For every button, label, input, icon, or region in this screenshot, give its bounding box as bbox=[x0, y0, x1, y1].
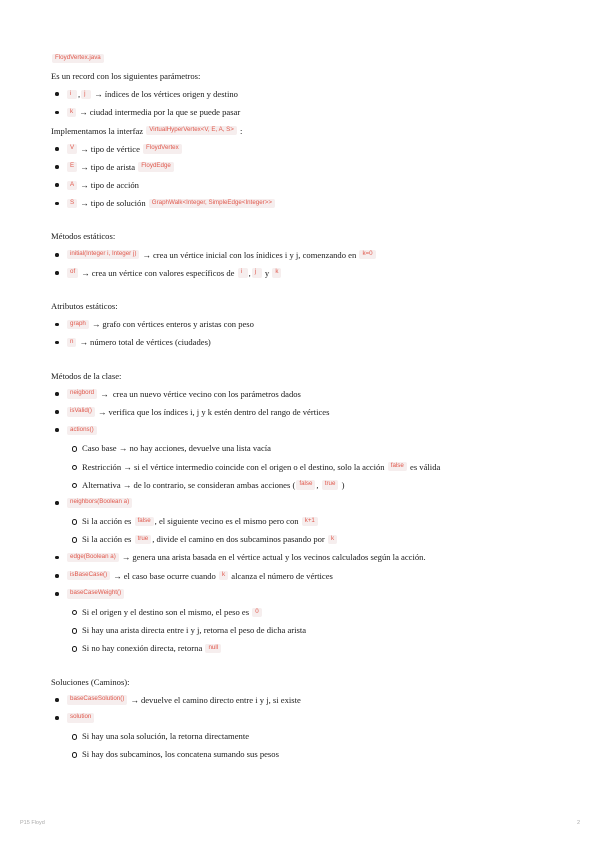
arrow: → bbox=[80, 161, 89, 172]
method-code: baseCaseSolution() bbox=[67, 695, 127, 704]
code-i: i bbox=[238, 268, 248, 277]
solution-sub-single bbox=[51, 727, 561, 745]
code-j: j bbox=[81, 90, 91, 99]
file-name-row bbox=[51, 52, 561, 65]
separator: , bbox=[78, 89, 81, 100]
arrow: → bbox=[80, 143, 89, 154]
method-text: crea un nuevo vértice vecino con los parámetros dados bbox=[112, 388, 301, 399]
method-edge bbox=[51, 549, 561, 567]
generic-item-s bbox=[51, 194, 561, 212]
interface-post: : bbox=[240, 125, 243, 136]
weight-sub-none bbox=[51, 639, 561, 657]
arrow: → bbox=[130, 694, 139, 705]
method-neighbors bbox=[51, 494, 561, 512]
arrow: → bbox=[142, 249, 151, 260]
sub-text: Si hay dos subcaminos, los concatena sumando sus pesos bbox=[82, 749, 279, 760]
code-s: S bbox=[67, 199, 77, 208]
weight-sub-direct bbox=[51, 621, 561, 639]
sub-text: Si la acción es bbox=[82, 516, 132, 527]
file-name: FloydVertex.java bbox=[52, 54, 104, 63]
sub-text: Si la acción es bbox=[82, 534, 132, 545]
sub-text: Si el origen y el destino son el mismo, el peso es bbox=[82, 607, 250, 617]
static-attrs-heading bbox=[51, 297, 561, 315]
sub-text-post: es válida bbox=[410, 461, 441, 472]
false-code: false bbox=[388, 462, 407, 471]
attr-code: n bbox=[67, 338, 76, 347]
solution-method bbox=[51, 709, 561, 727]
static-method-of bbox=[51, 264, 561, 282]
class-methods-heading bbox=[51, 367, 561, 385]
sub-text: Si hay una arista directa entre i y j, retorna el peso de dicha arista bbox=[82, 625, 307, 636]
zero-code: 0 bbox=[252, 608, 261, 617]
footer-title: P15 Floyd bbox=[20, 820, 45, 826]
k-plus-one-code: k+1 bbox=[302, 517, 318, 526]
arrow: → bbox=[81, 267, 90, 278]
and-word: y bbox=[264, 267, 270, 278]
attr-code: graph bbox=[67, 320, 89, 329]
arrow: → bbox=[80, 180, 89, 191]
generic-item-e bbox=[51, 158, 561, 176]
neighbors-sub-true bbox=[51, 530, 561, 548]
method-neighbor bbox=[51, 385, 561, 403]
solution-base bbox=[51, 691, 561, 709]
arrow: → bbox=[94, 89, 103, 100]
false-code: false bbox=[135, 517, 154, 526]
type-code: FloydEdge bbox=[138, 162, 174, 171]
method-code: isBaseCase() bbox=[67, 571, 110, 580]
type-code: FloydVertex bbox=[143, 144, 182, 153]
interface-code: VirtualHyperVertex<V, E, A, S> bbox=[146, 126, 237, 135]
false-code: false bbox=[296, 480, 315, 489]
code-k: k bbox=[67, 108, 76, 117]
method-code: solution bbox=[67, 713, 94, 722]
arrow: → bbox=[91, 319, 101, 330]
sub-text: Si no hay conexión directa, retorna bbox=[82, 643, 203, 654]
neighbors-sub-false bbox=[51, 512, 561, 530]
type-code: GraphWalk<Integer, SimpleEdge<Integer>> bbox=[149, 199, 275, 208]
method-code: neighbors(Boolean a) bbox=[67, 498, 132, 507]
page-number: 2 bbox=[576, 820, 580, 826]
method-text: genera una arista basada en el vértice actual y los vecinos calculados según la acción. bbox=[132, 552, 426, 563]
method-code: edge(Boolean a) bbox=[67, 553, 119, 562]
method-isbasecase bbox=[51, 567, 561, 585]
code-e: E bbox=[67, 162, 77, 171]
actions-sub-alternative bbox=[51, 476, 561, 494]
document-page bbox=[51, 52, 561, 764]
sub-text-post: , el siguiente vecino es el mismo pero con bbox=[154, 516, 299, 527]
intro-paragraph bbox=[51, 67, 561, 85]
method-text: el caso base ocurre cuando bbox=[123, 570, 216, 581]
static-method-initial bbox=[51, 246, 561, 264]
arrow: → bbox=[113, 570, 122, 581]
interface-pre: Implementamos la interfaz bbox=[51, 125, 144, 136]
generic-text: tipo de solución bbox=[90, 198, 146, 209]
k-code: k bbox=[328, 535, 337, 544]
solution-sub-double bbox=[51, 745, 561, 763]
method-basecaseweight bbox=[51, 585, 561, 603]
true-code: true bbox=[322, 480, 339, 489]
separator: , bbox=[316, 479, 319, 490]
method-text-post: alcanza el número de vértices bbox=[231, 570, 333, 581]
generic-item-a bbox=[51, 176, 561, 194]
class-methods-title: Métodos de la clase: bbox=[51, 370, 122, 381]
method-actions bbox=[51, 421, 561, 439]
null-code: null bbox=[205, 644, 221, 653]
sub-text: Si hay una sola solución, la retorna directamente bbox=[82, 731, 250, 742]
method-code: neigbord bbox=[67, 389, 97, 398]
method-text: crea un vértice inicial con los ínidices i y j, comenzando en bbox=[152, 249, 357, 260]
arrow: → bbox=[100, 388, 109, 399]
arrow: → bbox=[97, 406, 107, 417]
sub-text: Restricción → si el vértice intermedio coincide con el origen o el destino, solo la acción bbox=[82, 461, 385, 472]
generic-text: tipo de arista bbox=[90, 161, 136, 172]
k-code: k bbox=[219, 571, 228, 580]
sub-text-post: ) bbox=[341, 479, 345, 490]
method-code: baseCaseWeight() bbox=[67, 589, 124, 598]
method-text: crea un vértice con valores específicos de bbox=[91, 267, 235, 278]
code-i: i bbox=[67, 90, 77, 99]
param-text: ciudad intermedia por la que se puede pasar bbox=[89, 107, 241, 118]
attr-text: grafo con vértices enteros y aristas con peso bbox=[102, 319, 254, 330]
static-attrs-title: Atributos estáticos: bbox=[51, 301, 118, 311]
static-methods-title: Métodos estáticos: bbox=[51, 231, 116, 242]
generic-item-v bbox=[51, 140, 561, 158]
weight-sub-same bbox=[51, 603, 561, 621]
method-text: devuelve el camino directo entre i y j, si existe bbox=[140, 694, 301, 705]
separator: , bbox=[248, 267, 251, 278]
k-zero-code: k=0 bbox=[359, 250, 375, 259]
generic-text: tipo de vértice bbox=[90, 143, 140, 154]
method-code: isValid() bbox=[67, 407, 95, 416]
method-code: actions() bbox=[67, 426, 97, 435]
method-code: of bbox=[67, 268, 78, 277]
sub-text-post: , divide el camino en dos subcaminos pasando por bbox=[152, 534, 325, 545]
static-attr-n bbox=[51, 333, 561, 351]
param-item-k bbox=[51, 103, 561, 121]
sub-text: Caso base → no hay acciones, devuelve una lista vacía bbox=[82, 443, 271, 454]
arrow: → bbox=[121, 552, 131, 563]
attr-text: número total de vértices (ciudades) bbox=[90, 337, 211, 348]
actions-sub-base bbox=[51, 439, 561, 457]
generic-text: tipo de acción bbox=[90, 180, 139, 191]
solutions-title: Soluciones (Caminos): bbox=[51, 676, 130, 687]
interface-paragraph bbox=[51, 122, 561, 140]
intro-text: Es un record con los siguientes parámetros: bbox=[51, 70, 201, 81]
method-text: verifica que los índices i, j y k estén dentro del rango de vértices bbox=[108, 406, 330, 417]
solutions-heading bbox=[51, 673, 561, 691]
method-isvalid bbox=[51, 403, 561, 421]
param-item-ij bbox=[51, 85, 561, 103]
static-methods-heading bbox=[51, 228, 561, 246]
code-k: k bbox=[272, 268, 281, 277]
code-j: j bbox=[252, 268, 262, 277]
arrow: → bbox=[79, 337, 89, 348]
code-v: V bbox=[67, 144, 77, 153]
sub-text: Alternativa → de lo contrario, se consideran ambas acciones ( bbox=[82, 479, 296, 490]
code-a: A bbox=[67, 181, 77, 190]
method-code: initial(Integer i, Integer j) bbox=[67, 250, 139, 259]
actions-sub-restriction bbox=[51, 458, 561, 476]
param-text: índices de los vértices origen y destino bbox=[104, 89, 238, 100]
arrow: → bbox=[79, 107, 88, 118]
true-code: true bbox=[135, 535, 152, 544]
arrow: → bbox=[80, 198, 89, 209]
static-attr-graph bbox=[51, 315, 561, 333]
